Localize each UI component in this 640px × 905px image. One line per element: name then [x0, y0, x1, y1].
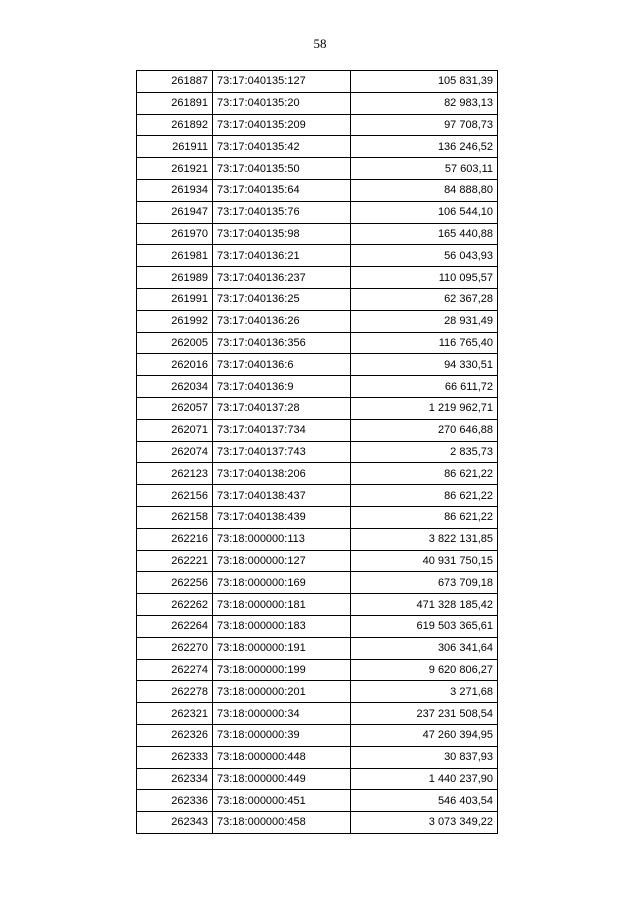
value-cell: 546 403,54 [351, 790, 498, 812]
cadastral-number-cell: 73:18:000000:34 [213, 703, 351, 725]
value-cell: 306 341,64 [351, 637, 498, 659]
record-number-cell: 262343 [137, 812, 213, 834]
value-cell: 2 835,73 [351, 441, 498, 463]
table-row [137, 136, 498, 158]
cadastral-number-cell: 73:18:000000:113 [213, 528, 351, 550]
cadastral-number-cell: 73:17:040137:743 [213, 441, 351, 463]
cadastral-number-cell: 73:17:040135:209 [213, 114, 351, 136]
cadastral-number-cell: 73:18:000000:181 [213, 594, 351, 616]
record-number-cell: 262278 [137, 681, 213, 703]
value-cell: 82 983,13 [351, 92, 498, 114]
cadastral-number-cell: 73:18:000000:183 [213, 615, 351, 637]
record-number-cell: 262005 [137, 332, 213, 354]
record-number-cell: 262256 [137, 572, 213, 594]
cadastral-number-cell: 73:18:000000:449 [213, 768, 351, 790]
table-row [137, 681, 498, 703]
record-number-cell: 262074 [137, 441, 213, 463]
value-cell: 97 708,73 [351, 114, 498, 136]
record-number-cell: 261992 [137, 310, 213, 332]
cadastral-number-cell: 73:18:000000:169 [213, 572, 351, 594]
registry-table-body [137, 71, 498, 834]
cadastral-number-cell: 73:17:040136:237 [213, 267, 351, 289]
table-row [137, 332, 498, 354]
table-row [137, 71, 498, 93]
value-cell: 471 328 185,42 [351, 594, 498, 616]
cadastral-number-cell: 73:17:040135:42 [213, 136, 351, 158]
value-cell: 270 646,88 [351, 419, 498, 441]
cadastral-number-cell: 73:18:000000:199 [213, 659, 351, 681]
value-cell: 110 095,57 [351, 267, 498, 289]
cadastral-number-cell: 73:17:040136:9 [213, 376, 351, 398]
cadastral-number-cell: 73:17:040135:76 [213, 201, 351, 223]
record-number-cell: 261947 [137, 201, 213, 223]
table-row [137, 158, 498, 180]
cadastral-number-cell: 73:17:040138:439 [213, 506, 351, 528]
record-number-cell: 262270 [137, 637, 213, 659]
value-cell: 66 611,72 [351, 376, 498, 398]
cadastral-number-cell: 73:17:040138:437 [213, 485, 351, 507]
table-row [137, 92, 498, 114]
value-cell: 673 709,18 [351, 572, 498, 594]
table-row [137, 267, 498, 289]
record-number-cell: 262333 [137, 746, 213, 768]
record-number-cell: 261981 [137, 245, 213, 267]
table-row [137, 310, 498, 332]
cadastral-number-cell: 73:17:040137:734 [213, 419, 351, 441]
table-row [137, 790, 498, 812]
cadastral-number-cell: 73:17:040135:64 [213, 179, 351, 201]
value-cell: 86 621,22 [351, 463, 498, 485]
record-number-cell: 262216 [137, 528, 213, 550]
record-number-cell: 261991 [137, 288, 213, 310]
table-row [137, 659, 498, 681]
cadastral-number-cell: 73:17:040135:50 [213, 158, 351, 180]
value-cell: 136 246,52 [351, 136, 498, 158]
record-number-cell: 261921 [137, 158, 213, 180]
cadastral-number-cell: 73:17:040138:206 [213, 463, 351, 485]
record-number-cell: 262034 [137, 376, 213, 398]
value-cell: 619 503 365,61 [351, 615, 498, 637]
value-cell: 28 931,49 [351, 310, 498, 332]
value-cell: 56 043,93 [351, 245, 498, 267]
value-cell: 62 367,28 [351, 288, 498, 310]
record-number-cell: 262071 [137, 419, 213, 441]
value-cell: 9 620 806,27 [351, 659, 498, 681]
table-row [137, 637, 498, 659]
record-number-cell: 262336 [137, 790, 213, 812]
record-number-cell: 261934 [137, 179, 213, 201]
value-cell: 106 544,10 [351, 201, 498, 223]
table-row [137, 223, 498, 245]
cadastral-number-cell: 73:17:040136:26 [213, 310, 351, 332]
record-number-cell: 261887 [137, 71, 213, 93]
value-cell: 30 837,93 [351, 746, 498, 768]
registry-table [136, 70, 498, 834]
record-number-cell: 262123 [137, 463, 213, 485]
value-cell: 3 822 131,85 [351, 528, 498, 550]
table-row [137, 703, 498, 725]
cadastral-number-cell: 73:17:040135:127 [213, 71, 351, 93]
record-number-cell: 262016 [137, 354, 213, 376]
table-row [137, 114, 498, 136]
record-number-cell: 261892 [137, 114, 213, 136]
record-number-cell: 262221 [137, 550, 213, 572]
record-number-cell: 261989 [137, 267, 213, 289]
value-cell: 105 831,39 [351, 71, 498, 93]
record-number-cell: 262326 [137, 724, 213, 746]
record-number-cell: 262262 [137, 594, 213, 616]
cadastral-number-cell: 73:17:040136:6 [213, 354, 351, 376]
value-cell: 237 231 508,54 [351, 703, 498, 725]
cadastral-number-cell: 73:18:000000:191 [213, 637, 351, 659]
value-cell: 47 260 394,95 [351, 724, 498, 746]
table-row [137, 724, 498, 746]
cadastral-number-cell: 73:17:040135:98 [213, 223, 351, 245]
record-number-cell: 262158 [137, 506, 213, 528]
value-cell: 84 888,80 [351, 179, 498, 201]
table-row [137, 768, 498, 790]
cadastral-number-cell: 73:18:000000:458 [213, 812, 351, 834]
value-cell: 165 440,88 [351, 223, 498, 245]
table-row [137, 201, 498, 223]
table-row [137, 572, 498, 594]
table-row [137, 288, 498, 310]
table-row [137, 506, 498, 528]
record-number-cell: 262274 [137, 659, 213, 681]
cadastral-number-cell: 73:17:040136:21 [213, 245, 351, 267]
value-cell: 86 621,22 [351, 506, 498, 528]
record-number-cell: 262264 [137, 615, 213, 637]
record-number-cell: 261911 [137, 136, 213, 158]
record-number-cell: 261891 [137, 92, 213, 114]
table-row [137, 245, 498, 267]
value-cell: 3 271,68 [351, 681, 498, 703]
cadastral-number-cell: 73:18:000000:451 [213, 790, 351, 812]
table-row [137, 179, 498, 201]
record-number-cell: 262334 [137, 768, 213, 790]
table-row [137, 441, 498, 463]
value-cell: 116 765,40 [351, 332, 498, 354]
value-cell: 1 219 962,71 [351, 397, 498, 419]
cadastral-number-cell: 73:18:000000:201 [213, 681, 351, 703]
record-number-cell: 261970 [137, 223, 213, 245]
value-cell: 3 073 349,22 [351, 812, 498, 834]
table-row [137, 397, 498, 419]
cadastral-number-cell: 73:17:040137:28 [213, 397, 351, 419]
table-row [137, 463, 498, 485]
cadastral-number-cell: 73:17:040136:25 [213, 288, 351, 310]
table-row [137, 615, 498, 637]
cadastral-number-cell: 73:17:040135:20 [213, 92, 351, 114]
value-cell: 86 621,22 [351, 485, 498, 507]
value-cell: 94 330,51 [351, 354, 498, 376]
value-cell: 57 603,11 [351, 158, 498, 180]
table-row [137, 354, 498, 376]
table-row [137, 812, 498, 834]
cadastral-number-cell: 73:18:000000:39 [213, 724, 351, 746]
page-number: 58 [313, 36, 327, 51]
table-row [137, 485, 498, 507]
table-row [137, 594, 498, 616]
cadastral-number-cell: 73:18:000000:448 [213, 746, 351, 768]
table-row [137, 376, 498, 398]
table-row [137, 746, 498, 768]
table-row [137, 419, 498, 441]
record-number-cell: 262156 [137, 485, 213, 507]
cadastral-number-cell: 73:17:040136:356 [213, 332, 351, 354]
cadastral-number-cell: 73:18:000000:127 [213, 550, 351, 572]
value-cell: 1 440 237,90 [351, 768, 498, 790]
record-number-cell: 262057 [137, 397, 213, 419]
value-cell: 40 931 750,15 [351, 550, 498, 572]
record-number-cell: 262321 [137, 703, 213, 725]
table-row [137, 550, 498, 572]
table-row [137, 528, 498, 550]
